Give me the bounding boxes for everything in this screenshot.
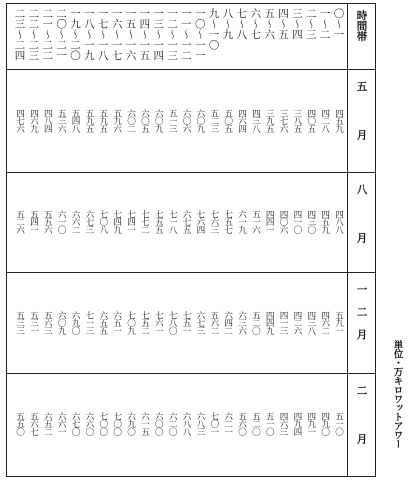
value-cell: 七八〇 [167, 310, 178, 334]
value-cell: 五〇五 [222, 108, 233, 132]
value-cell: 六五一 [111, 310, 122, 334]
value-cell: 五二〇 [250, 310, 261, 334]
value-cell: 四九四 [291, 412, 302, 435]
value-cell: 六一〇 [56, 210, 67, 233]
value-cell: 五一六 [250, 210, 261, 233]
hour-header: 一七〜一八 [96, 8, 109, 61]
value-cell: 四七六 [14, 108, 25, 132]
value-cell: 七〇〇 [97, 412, 108, 435]
value-cell: 六九〇 [70, 310, 81, 334]
value-cell: 七一三 [83, 310, 94, 334]
unit-label: 単位・万キロワットアワー [391, 340, 403, 448]
value-cell: 四九一 [305, 412, 316, 435]
header-divider [7, 69, 375, 70]
value-cell: 六七三 [83, 210, 94, 233]
value-cell: 五三六 [56, 108, 67, 132]
month-label: 二月 [355, 385, 368, 482]
value-cell: 六六二 [70, 210, 81, 233]
hour-header: 七〜八 [235, 8, 248, 40]
value-cell: 七六四 [194, 210, 205, 233]
hour-header: 一〜二 [318, 8, 331, 40]
value-cell: 七〇一 [208, 412, 219, 435]
value-cell: 六〇〇 [153, 412, 164, 435]
value-cell: 七六三 [208, 210, 219, 233]
value-cell: 五六三 [42, 310, 53, 334]
value-cell: 六四二 [222, 310, 233, 334]
value-cell: 四三八 [250, 108, 261, 132]
value-cell: 七五五 [153, 210, 164, 233]
value-cell: 七〇〇 [111, 412, 122, 435]
value-cell: 四一三 [278, 310, 289, 334]
value-cell: 六七〇 [70, 412, 81, 435]
hour-header: 八〜九 [221, 8, 234, 40]
value-cell: 七〇八 [97, 210, 108, 233]
hour-header: 一三〜一四 [152, 8, 165, 61]
value-cell: 四八四 [42, 108, 53, 132]
label-column-divider [347, 4, 348, 476]
value-cell: 五二〇 [250, 412, 261, 435]
value-cell: 四三〇 [305, 210, 316, 233]
value-cell: 四二六 [291, 310, 302, 334]
value-cell: 六〇九 [56, 310, 67, 334]
value-cell: 四四一 [264, 210, 275, 233]
value-cell: 六〇九 [194, 108, 205, 132]
value-cell: 七〇九 [125, 310, 136, 334]
value-cell: 六二〇 [167, 412, 178, 435]
value-cell: 五五〇 [14, 412, 25, 435]
value-cell: 六八八 [181, 412, 192, 435]
hour-header: 二〇〜二一 [55, 8, 68, 61]
value-cell: 五一〇 [264, 412, 275, 435]
row-divider [7, 272, 375, 273]
value-cell: 四三八 [305, 310, 316, 334]
hour-header: 一九〜二〇 [68, 8, 81, 61]
month-label: 五月 [355, 81, 368, 178]
value-cell: 六〇五 [139, 108, 150, 132]
value-cell: 五一三 [167, 108, 178, 132]
value-cell: 四六二 [319, 310, 330, 334]
hour-header: 二一〜二二 [41, 8, 54, 61]
value-cell: 六六一 [56, 412, 67, 435]
value-cell: 六〇九 [153, 108, 164, 132]
value-cell: 六二一 [222, 412, 233, 435]
month-label: 一二月 [355, 284, 368, 352]
hour-header: 〇〜一 [332, 8, 345, 40]
value-cell: 四九〇 [319, 412, 330, 435]
value-cell: 三七六 [278, 108, 289, 132]
value-cell: 六〇二 [125, 108, 136, 132]
hour-header: 一五〜一六 [124, 8, 137, 61]
hour-header: 一四〜一五 [138, 8, 151, 61]
hour-header: 二二〜二三 [27, 8, 40, 61]
value-cell: 六六〇 [83, 412, 94, 435]
value-cell: 六九〇 [125, 412, 136, 435]
value-cell: 五三三 [14, 310, 25, 334]
value-cell: 七七二 [139, 210, 150, 233]
hour-header: 三〜四 [290, 8, 303, 40]
value-cell: 五二三 [208, 108, 219, 132]
value-cell: 五四一 [28, 210, 39, 233]
value-cell: 六三六 [236, 310, 247, 334]
value-cell: 三九五 [264, 108, 275, 132]
value-cell: 三八五 [291, 108, 302, 132]
value-cell: 六〇六 [181, 108, 192, 132]
value-cell: 六五二 [42, 412, 53, 435]
hour-header: 二三〜二四 [13, 8, 26, 61]
time-band-header: 時間帯 [355, 10, 368, 42]
value-cell: 五六二 [208, 310, 219, 334]
value-cell: 四四九 [264, 310, 275, 334]
value-cell: 五二六 [14, 210, 25, 233]
value-cell: 七六一 [153, 310, 164, 334]
value-cell: 七四一 [125, 210, 136, 233]
row-divider [7, 172, 375, 173]
hour-header: 一〇〜一一 [193, 8, 206, 61]
hour-header: 一六〜一七 [110, 8, 123, 61]
value-cell: 六一五 [139, 412, 150, 435]
value-cell: 四二八 [319, 108, 330, 132]
value-cell: 五三一 [28, 310, 39, 334]
value-cell: 四六九 [28, 108, 39, 132]
value-cell: 五九五 [83, 108, 94, 132]
hour-header: 六〜七 [249, 8, 262, 40]
value-cell: 五一〇 [333, 412, 344, 435]
hour-header: 五〜六 [263, 8, 276, 40]
value-cell: 五六七 [28, 412, 39, 435]
value-cell: 五六〇 [236, 412, 247, 435]
value-cell: 四〇六 [278, 210, 289, 233]
hour-header: 二〜三 [304, 8, 317, 40]
hour-header: 一二〜一三 [166, 8, 179, 61]
value-cell: 五四八 [70, 108, 81, 132]
value-cell: 四〇五 [305, 108, 316, 132]
hour-header: 一一〜一二 [179, 8, 192, 61]
value-cell: 四一〇 [291, 210, 302, 233]
value-cell: 四六四 [236, 108, 247, 132]
value-cell: 七四九 [111, 210, 122, 233]
value-cell: 五九五 [97, 108, 108, 132]
value-cell: 五五六 [42, 210, 53, 233]
value-cell: 七五一 [181, 310, 192, 334]
hour-header: 四〜五 [277, 8, 290, 40]
value-cell: 六五五 [97, 310, 108, 334]
month-label: 八月 [355, 184, 368, 281]
value-cell: 七五二 [139, 310, 150, 334]
value-cell: 六一九 [236, 210, 247, 233]
value-cell: 五九一 [333, 310, 344, 334]
value-cell: 四五九 [319, 210, 330, 233]
hour-header: 一八〜一九 [82, 8, 95, 61]
value-cell: 五九六 [111, 108, 122, 132]
electricity-table [6, 3, 376, 482]
value-cell: 六七三 [194, 310, 205, 334]
hour-header: 九〜一〇 [207, 8, 220, 50]
value-cell: 六八三 [194, 412, 205, 435]
value-cell: 四八八 [333, 210, 344, 233]
value-cell: 四六三 [278, 412, 289, 435]
row-divider [7, 373, 375, 374]
value-cell: 四五九 [333, 108, 344, 132]
value-cell: 六七五 [181, 210, 192, 233]
value-cell: 七一八 [167, 210, 178, 233]
value-cell: 七五七 [222, 210, 233, 233]
